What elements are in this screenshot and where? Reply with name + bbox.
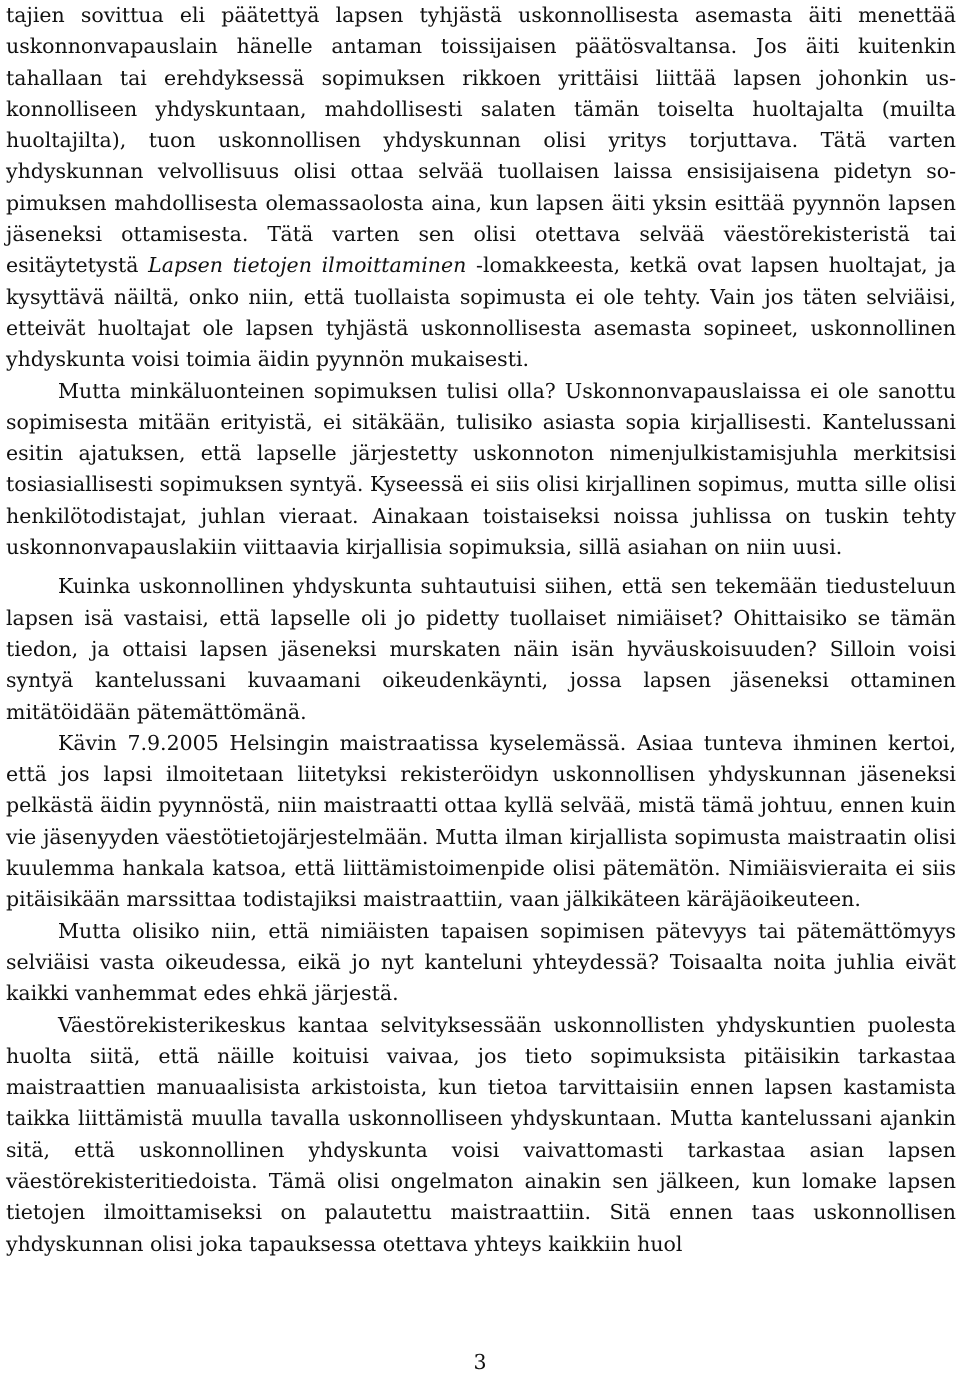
form-title-emphasis: Lapsen tietojen ilmoittaminen <box>148 253 467 278</box>
paragraph-2: Mutta minkäluonteinen sopimuksen tulisi olla? Uskonnonvapauslaissa ei ole sanottu sopimisesta mitään erityistä, ei sitäkään, tulisiko asiasta sopia kirjallisesti. Kantelussani esitin ajatuksen, että lapselle järjestetty uskonnoton nimenjulkistamisjuhla merkitsisi tosiasiallisesti sopimuksen syntyä. Kyseessä ei siis olisi kirjallinen sopimus, mutta sille olisi henkilötodistajat, juhlan vieraat. Ainakaan toistaiseksi noissa juhlissa on tuskin tehty uskonnonvapauslakiin viittaavia kirjallisia sopimuksia, sillä asiahan on niin uusi. <box>6 378 956 560</box>
paragraph-5: Mutta olisiko niin, että nimiäisten tapaisen sopimisen pätevyys tai pätemättömyys selviäisi vasta oikeudessa, eikä jo nyt kanteluni yhteydessä? Toisaalta noita juhlia eivät kaikki vanhemmat edes ehkä järjestä. <box>6 918 956 1006</box>
paragraph-1 <box>6 0 956 376</box>
document-page <box>6 0 956 1260</box>
paragraph-4: Kävin 7.9.2005 Helsingin maistraatissa kyselemässä. Asiaa tunteva ihminen kertoi, että jos lapsi ilmoitetaan liitetyksi rekisteröidyn uskonnollisen yhdyskunnan jäseneksi pelkästä äidin pyynnöstä, niin maistraatti ottaa kyllä selvää, mistä tämä johtuu, ennen kuin vie jäsenyyden väestötietojärjestelmään. Mutta ilman kirjallista sopimusta maistraatin olisi kuulemma hankala katsoa, että liittämistoimenpide olisi pätemätön. Nimiäisvieraita ei siis pitäisikään marssittaa todistajiksi maistraattiin, vaan jälkikäteen käräjäoikeuteen. <box>6 730 956 912</box>
paragraph-1-text-a: tajien sovittua eli päätettyä lapsen tyhjästä uskonnollisesta asemasta äiti menettää uskonnonvapauslain hänelle antaman toissijaisen päätösvaltansa. Jos äiti kuitenkin tahallaan tai erehdyksessä sopimuksen rikkoen yrittäisi liittää lapsen johonkin uskonnolliseen yhdyskuntaan, mahdollisesti salaten tämän toiselta huoltajalta (muilta huoltajilta), tuon uskonnollisen yhdyskunnan olisi yritys torjuttava. Tätä varten yhdyskunnan velvollisuus olisi ottaa selvää tuollaisen laissa ensisijaisena pidetyn sopimuksen mahdollisesta olemassaolosta aina, kun lapsen äiti yksin esittää pyynnön lapsen jäseneksi ottamisesta. Tätä varten sen olisi otettava selvää väestörekisteristä tai esitäytetystä <box>6 3 956 278</box>
paragraph-6: Väestörekisterikeskus kantaa selvityksessään uskonnollisten yhdyskuntien puolesta huolta siitä, että näille koituisi vaivaa, jos tieto sopimuksista pitäisikin tarkastaa maistraattien manuaalisista arkistoista, kun tietoa tarvittaisiin ennen lapsen kastamista taikka liittämistä muulla tavalla uskonnolliseen yhdyskuntaan. Mutta kantelussani ajankin sitä, että uskonnollinen yhdyskunta voisi vaivattomasti tarkastaa asian lapsen väestörekisteritiedoista. Tämä olisi ongelmaton ainakin sen jälkeen, kun lomake lapsen tietojen ilmoittamiseksi on palautettu maistraattiin. Sitä ennen taas uskonnollisen yhdyskunnan olisi joka tapauksessa otettava yhteys kaikkiin huol <box>6 1012 956 1256</box>
page-number: 3 <box>473 1350 487 1374</box>
paragraph-3: Kuinka uskonnollinen yhdyskunta suhtautuisi siihen, että sen tekemään tiedusteluun lapsen isä vastaisi, että lapselle oli jo pidetty tuollaiset nimiäiset? Ohittaisiko se tämän tiedon, ja ottaisi lapsen jäseneksi murskaten näin isän hyväuskoisuuden? Silloin voisi syntyä kantelussani kuvaamani oikeudenkäynti, jossa lapsen jäseneksi ottaminen mitätöidään pätemättömänä. <box>6 574 956 724</box>
paragraph-1-text-b: -lomakkeesta, ketkä ovat lapsen huoltajat, ja kysyttävä näiltä, onko niin, että tuollaista sopimusta ei ole tehty. Vain jos täten selviäisi, etteivät huoltajat ole lapsen tyhjästä uskonnollisesta asemasta sopineet, uskonnollinen yhdyskunta voisi toimia äidin pyynnön mukaisesti. <box>6 253 957 372</box>
